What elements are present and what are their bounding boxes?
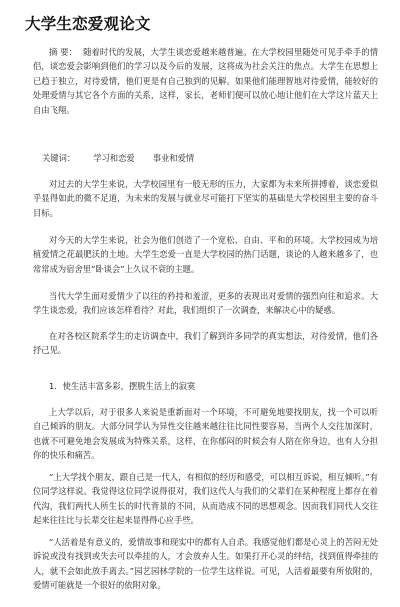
section-heading: 1．使生活丰富多彩，摆脱生活上的寂寞 xyxy=(49,381,196,391)
body-paragraph: 在对各校区院系学生的走访调查中，我们了解到许多同学的真实想法，对待爱情，他们各抒己见。 xyxy=(33,331,378,356)
body-paragraph: 当代大学生面对爱情少了以往的矜持和羞涩，更多的表现出对爱情的强烈向往和追求。大学生谈恋爱，我们应该怎样看待？对此，我们组织了一次调查，来解决心中的疑惑。 xyxy=(33,291,378,316)
abstract xyxy=(33,45,378,117)
abstract-text: 随着时代的发展，大学生谈恋爱越来越普遍。在大学校园里随处可见手牵手的情侣，谈恋爱会影响到他们的学习以及今后的发展，这将成为社会关注的焦点。大学生在思想上已趋于独立，对待爱情，他们更是有自己独到的见解。如果他们能理智地对待爱情，能较好的处理爱情与其它各个方面的关系，这样，家长，老师们便可以放心地让他们在大学这片蓝天上自由飞翔。 xyxy=(33,47,378,115)
keywords xyxy=(42,152,382,164)
document-title: 大学生恋爱观论文 xyxy=(25,15,151,33)
body-paragraph: 对今天的大学生来说，社会为他们创造了一个宽松、自由、平和的环境。大学校园成为培植爱情之花最肥沃的土地。大学生恋爱一直是大学校园的热门话题，谈论的人越来越多了，也常常成为宿舍里“卧谈会”上久议不衰的主题。 xyxy=(33,235,378,274)
section-paragraph: 上大学以后，对于很多人来说是重新面对一个环境，不可避免地要找朋友，找一个可以听自己倾诉的朋友。大部分同学认为异性交往越来越往往比同性要容易，当两个人交往加深时，也就不可避免地会发展成为特殊关系，这样，在你郁闷的时候会有人陪在你身边，也有人分担你的快乐和痛苦。 xyxy=(33,407,378,461)
keyword-item: 事业和爱情 xyxy=(152,153,195,163)
section-paragraph: “人活着是有意义的，爱情故事和现实中的都有人自杀。我感觉他们都是心灵上的苦闷无处诉说或没有找到或失去可以牵挂的人，才会放弃人生。如果打开心灵的绊结，找到值得牵挂的人，就不会如此放手离去。”园艺园林学院的一位学生这样说。可见，人活着最要有所依附的，爱情可能就是一个很好的依附对象。 xyxy=(33,537,378,591)
body-paragraph: 对过去的大学生来说，大学校园里有一般无形的压力，大家都为未来所拼搏着，谈恋爱似乎显得如此的微不足道，为未来的发展与就业尽可能打下坚实的基础是大学校园里主要的奋斗目标。 xyxy=(33,179,378,218)
abstract-label: 摘 要： xyxy=(49,47,78,57)
section-paragraph: “上大学找个朋友，跟自己是一代人，有相似的经历和感受，可以相互诉说，相互倾听。”有位同学这样说。我觉得这位同学说得很对，我们这代人与我们的父辈们在某种程度上都存在着代沟，我们两代人所生长的时代背景的不同，从而造成不同的思想观念。因而我们同代人交往起来往往比与长辈交往起来显得得心应手些。 xyxy=(33,472,378,526)
keyword-item: 学习和恋爱 xyxy=(93,153,135,163)
keywords-label: 关键词： xyxy=(42,153,76,163)
